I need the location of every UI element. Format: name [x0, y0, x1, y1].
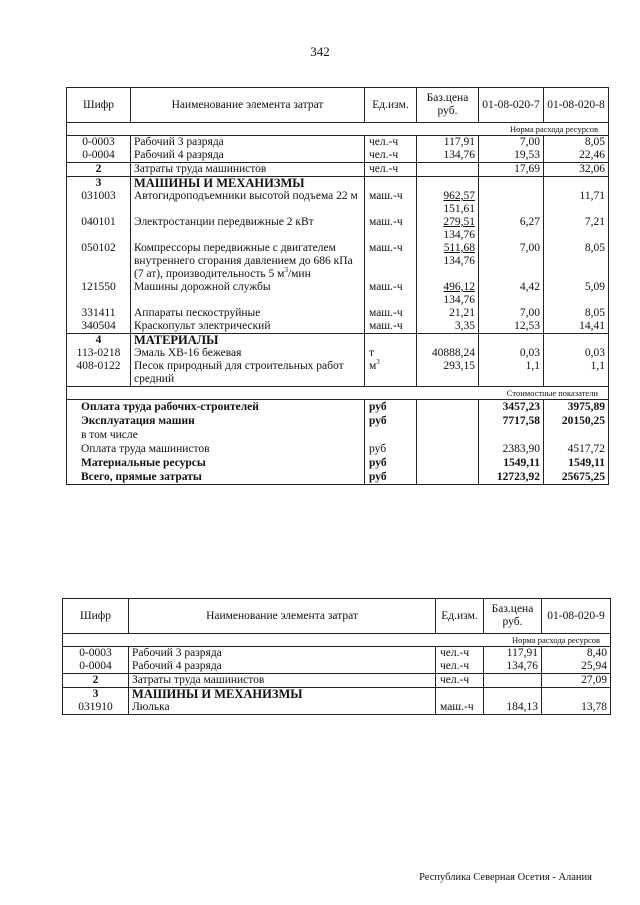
table-row — [67, 307, 609, 320]
section-row — [67, 177, 609, 191]
header-price: Баз.цена руб. — [417, 88, 479, 123]
row-unit-text: маш.-ч — [369, 307, 403, 319]
summary-col-8: 25675,25 — [544, 470, 609, 485]
header-unit: Ед.изм. — [365, 88, 417, 123]
norm-col-9: 25,94 — [542, 660, 611, 674]
section-row — [67, 334, 609, 348]
row-name — [131, 307, 365, 320]
footer-region: Республика Северная Осетия - Алания — [419, 872, 592, 883]
table-row — [63, 660, 611, 674]
row-price — [417, 307, 479, 320]
norm-col-8: 8,05 — [544, 136, 609, 150]
summary-blank — [417, 470, 479, 485]
table-row — [67, 242, 609, 281]
summary-name: Оплата труда машинистов — [67, 442, 365, 456]
row-price — [484, 688, 542, 702]
row-price — [417, 347, 479, 360]
row-name — [131, 242, 365, 281]
row-unit: чел.-ч — [436, 674, 484, 688]
row-name — [131, 190, 365, 216]
row-unit-text: чел.-ч — [369, 163, 399, 175]
norm-col-7: 7,00 — [479, 242, 544, 281]
row-name — [131, 177, 365, 191]
summary-blank — [417, 400, 479, 415]
row-name: Рабочий 4 разряда — [129, 660, 436, 674]
row-unit — [365, 334, 417, 348]
summary-name: Эксплуатация машин — [67, 414, 365, 428]
summary-col-8: 1549,11 — [544, 456, 609, 470]
row-price — [417, 136, 479, 150]
row-price — [484, 674, 542, 688]
row-price — [417, 320, 479, 334]
summary-col-7 — [479, 428, 544, 442]
norm-col-7 — [479, 334, 544, 348]
summary-col-7: 1549,11 — [479, 456, 544, 470]
header-col-8: 01-08-020-8 — [544, 88, 609, 123]
cost-subheader — [67, 387, 609, 400]
price-wage: 134,76 — [443, 255, 475, 267]
section-row — [63, 674, 611, 688]
norm-col-7: 7,00 — [479, 136, 544, 150]
norm-col-9: 27,09 — [542, 674, 611, 688]
row-unit — [365, 320, 417, 334]
header-unit: Ед.изм. — [436, 599, 484, 634]
row-code: 3 — [67, 177, 131, 191]
summary-col-8: 20150,25 — [544, 414, 609, 428]
norm-subheader — [67, 123, 609, 136]
row-name-text: Рабочий 4 разряда — [134, 149, 224, 161]
price-value: 279,51 — [443, 216, 475, 228]
summary-col-7: 3457,23 — [479, 400, 544, 415]
row-code: 331411 — [67, 307, 131, 320]
summary-name: в том числе — [67, 428, 365, 442]
price-value: 511,68 — [443, 242, 475, 254]
norm-col-9: 13,78 — [542, 701, 611, 715]
row-price — [417, 360, 479, 387]
norm-col-7: 7,00 — [479, 307, 544, 320]
row-name — [131, 334, 365, 348]
cost-label: Стоимостные показатели — [67, 387, 609, 400]
table-row — [67, 149, 609, 163]
row-name — [131, 360, 365, 387]
table-row — [67, 190, 609, 216]
summary-unit: руб — [365, 456, 417, 470]
row-name — [131, 149, 365, 163]
row-unit — [365, 216, 417, 242]
norm-label: Норма расхода ресурсов — [67, 123, 609, 136]
row-price: 184,13 — [484, 701, 542, 715]
row-code: 2 — [67, 163, 131, 177]
summary-col-7: 2383,90 — [479, 442, 544, 456]
summary-unit: руб — [365, 400, 417, 415]
summary-unit: руб — [365, 414, 417, 428]
norm-col-9 — [542, 688, 611, 702]
price-value: 117,91 — [443, 136, 475, 148]
table-row — [67, 216, 609, 242]
row-unit-text: т — [369, 347, 375, 359]
norm-col-9: 8,40 — [542, 647, 611, 661]
table-row — [67, 360, 609, 387]
row-code: 040101 — [67, 216, 131, 242]
row-unit — [365, 177, 417, 191]
row-unit — [365, 242, 417, 281]
row-name-text: Машины дорожной службы — [134, 281, 271, 293]
row-price — [417, 190, 479, 216]
row-unit — [365, 281, 417, 307]
table-row — [63, 701, 611, 715]
row-name — [131, 216, 365, 242]
norm-col-8: 7,21 — [544, 216, 609, 242]
row-name-text: Аппараты пескоструйные — [134, 307, 261, 319]
row-unit — [365, 149, 417, 163]
row-code: 0-0004 — [67, 149, 131, 163]
norm-col-7: 12,53 — [479, 320, 544, 334]
norm-col-8: 8,05 — [544, 307, 609, 320]
row-unit-text: маш.-ч — [369, 320, 403, 332]
summary-col-8: 3975,89 — [544, 400, 609, 415]
header-price: Баз.цена руб. — [484, 599, 542, 634]
row-price: 134,76 — [484, 660, 542, 674]
row-name: Рабочий 3 разряда — [129, 647, 436, 661]
row-code: 050102 — [67, 242, 131, 281]
row-unit — [365, 360, 417, 387]
row-code: 031003 — [67, 190, 131, 216]
summary-blank — [417, 442, 479, 456]
summary-name: Оплата труда рабочих-строителей — [67, 400, 365, 415]
row-unit: маш.-ч — [436, 701, 484, 715]
summary-row — [67, 456, 609, 470]
row-price: 117,91 — [484, 647, 542, 661]
price-value: 496,12 — [443, 281, 475, 293]
header-code: Шифр — [67, 88, 131, 123]
row-name-text: Электростанции передвижные 2 кВт — [134, 216, 314, 228]
row-code: 0-0003 — [67, 136, 131, 150]
norm-col-8: 11,71 — [544, 190, 609, 216]
row-code: 340504 — [67, 320, 131, 334]
summary-name: Всего, прямые затраты — [67, 470, 365, 485]
summary-row — [67, 414, 609, 428]
price-value: 962,57 — [443, 190, 475, 202]
norm-col-8: 32,06 — [544, 163, 609, 177]
row-price — [417, 163, 479, 177]
header-code: Шифр — [63, 599, 129, 634]
table-row — [67, 347, 609, 360]
resource-table-1 — [66, 87, 609, 485]
row-price — [417, 149, 479, 163]
row-code: 408-0122 — [67, 360, 131, 387]
summary-unit — [365, 428, 417, 442]
norm-col-7: 19,53 — [479, 149, 544, 163]
row-code: 0-0004 — [63, 660, 129, 674]
norm-col-7 — [479, 190, 544, 216]
price-wage: 134,76 — [443, 229, 475, 241]
row-code: 2 — [63, 674, 129, 688]
row-name-text: МАТЕРИАЛЫ — [134, 333, 219, 347]
norm-col-8: 22,46 — [544, 149, 609, 163]
row-price — [417, 216, 479, 242]
section-row — [67, 163, 609, 177]
row-price — [417, 334, 479, 348]
resource-table-2 — [62, 598, 611, 715]
summary-col-8: 4517,72 — [544, 442, 609, 456]
row-name-text: Краскопульт электрический — [134, 320, 271, 332]
summary-row — [67, 442, 609, 456]
row-name-tail: /мин — [287, 268, 311, 280]
norm-col-7: 0,03 — [479, 347, 544, 360]
norm-col-8: 14,41 — [544, 320, 609, 334]
row-name — [131, 347, 365, 360]
price-value: 293,15 — [443, 360, 475, 372]
norm-col-8 — [544, 177, 609, 191]
row-price — [417, 281, 479, 307]
summary-blank — [417, 414, 479, 428]
norm-col-8: 0,03 — [544, 347, 609, 360]
table-row — [67, 320, 609, 334]
row-name — [131, 320, 365, 334]
norm-col-7 — [479, 177, 544, 191]
norm-col-8 — [544, 334, 609, 348]
row-unit — [365, 190, 417, 216]
summary-col-7: 12723,92 — [479, 470, 544, 485]
row-name-text: Эмаль ХВ-16 бежевая — [134, 347, 242, 359]
row-unit-text: чел.-ч — [369, 136, 399, 148]
row-name — [131, 281, 365, 307]
summary-col-7: 7717,58 — [479, 414, 544, 428]
row-unit: чел.-ч — [436, 647, 484, 661]
table-row — [63, 647, 611, 661]
summary-col-8 — [544, 428, 609, 442]
row-unit-sup: 3 — [376, 358, 380, 367]
summary-unit: руб — [365, 470, 417, 485]
norm-label: Норма расхода ресурсов — [63, 634, 611, 647]
summary-row — [67, 400, 609, 415]
row-price — [417, 242, 479, 281]
price-value: 3,35 — [454, 320, 475, 332]
table-header — [67, 88, 609, 123]
table-row — [67, 281, 609, 307]
summary-blank — [417, 428, 479, 442]
row-unit-text: чел.-ч — [369, 149, 399, 161]
row-name-text: Песок природный для строительных работ средний — [134, 360, 344, 385]
summary-row — [67, 428, 609, 442]
norm-subheader — [63, 634, 611, 647]
row-code: 121550 — [67, 281, 131, 307]
header-col-7: 01-08-020-7 — [479, 88, 544, 123]
row-unit-text: м — [369, 360, 377, 372]
row-unit-text: маш.-ч — [369, 190, 403, 202]
row-code: 031910 — [63, 701, 129, 715]
norm-col-7: 1,1 — [479, 360, 544, 387]
row-name-sup: 3 — [284, 266, 288, 275]
row-code: 113-0218 — [67, 347, 131, 360]
row-unit-text: маш.-ч — [369, 281, 403, 293]
norm-col-8: 8,05 — [544, 242, 609, 281]
row-unit — [365, 347, 417, 360]
row-name — [131, 163, 365, 177]
norm-col-8: 5,09 — [544, 281, 609, 307]
norm-col-7: 4,42 — [479, 281, 544, 307]
row-code: 3 — [63, 688, 129, 702]
header-col-9: 01-08-020-9 — [542, 599, 611, 634]
row-name-text: Компрессоры передвижные с двигателем внутреннего сгорания давлением до 686 кПа (7 ат), производительность 5 м — [134, 242, 353, 280]
row-unit — [365, 163, 417, 177]
row-unit — [365, 136, 417, 150]
norm-col-7: 17,69 — [479, 163, 544, 177]
norm-col-8: 1,1 — [544, 360, 609, 387]
row-name — [131, 136, 365, 150]
row-name: Затраты труда машинистов — [129, 674, 436, 688]
table-header — [63, 599, 611, 634]
row-name-text: Рабочий 3 разряда — [134, 136, 224, 148]
row-unit — [365, 307, 417, 320]
price-wage: 134,76 — [443, 294, 475, 306]
summary-row — [67, 470, 609, 485]
row-price — [417, 177, 479, 191]
page-number: 342 — [310, 44, 330, 59]
table-row — [67, 136, 609, 150]
row-name: Люлька — [129, 701, 436, 715]
row-unit — [436, 688, 484, 702]
row-name-text: Затраты труда машинистов — [134, 163, 267, 175]
norm-col-7: 6,27 — [479, 216, 544, 242]
header-name: Наименование элемента затрат — [129, 599, 436, 634]
header-name: Наименование элемента затрат — [131, 88, 365, 123]
summary-blank — [417, 456, 479, 470]
summary-unit: руб — [365, 442, 417, 456]
section-row — [63, 688, 611, 702]
summary-name: Материальные ресурсы — [67, 456, 365, 470]
price-wage: 151,61 — [443, 203, 475, 215]
row-code: 0-0003 — [63, 647, 129, 661]
price-value: 134,76 — [443, 149, 475, 161]
row-name-text: Автогидроподъемники высотой подъема 22 м — [134, 190, 358, 202]
row-unit-text: маш.-ч — [369, 216, 403, 228]
price-value: 21,21 — [449, 307, 475, 319]
row-unit-text: маш.-ч — [369, 242, 403, 254]
row-unit: чел.-ч — [436, 660, 484, 674]
row-name-text: МАШИНЫ И МЕХАНИЗМЫ — [134, 176, 305, 190]
price-value: 40888,24 — [431, 347, 475, 359]
row-code: 4 — [67, 334, 131, 348]
row-name: МАШИНЫ И МЕХАНИЗМЫ — [129, 688, 436, 702]
